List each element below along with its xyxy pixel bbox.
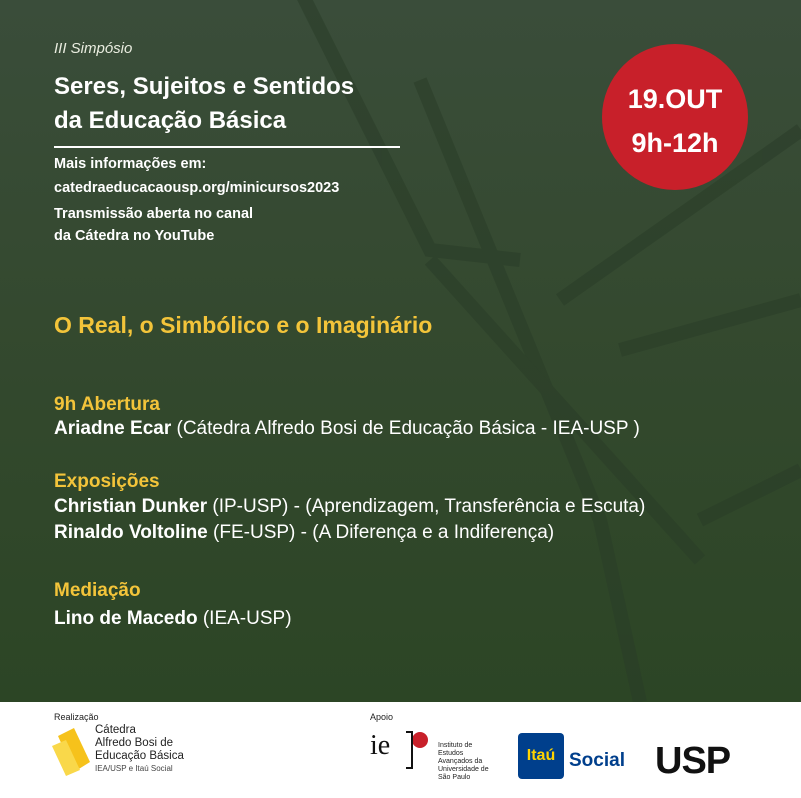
talk-2 [54, 522, 554, 544]
catedra-subtitle: IEA/USP e Itaú Social [95, 764, 173, 773]
badge-date: 19.OUT [627, 84, 723, 114]
info-label: Mais informações em: [54, 156, 207, 172]
mediator [54, 608, 292, 630]
apoio-label: Apoio [370, 712, 394, 722]
usp-logo [655, 740, 730, 783]
iea-mark: ie [370, 730, 391, 761]
iea-line-5: São Paulo [438, 774, 471, 781]
event-title [54, 70, 354, 138]
mediator-name: Lino de Macedo [54, 608, 198, 629]
catedra-line-2: Alfredo Bosi de [95, 737, 173, 749]
iea-line-1: Instituto de [438, 742, 473, 749]
talk-1 [54, 496, 645, 518]
title-line-1: Seres, Sujeitos e Sentidos [54, 73, 355, 100]
catedra-line-3: Educação Básica [95, 750, 184, 762]
title-divider [54, 146, 400, 148]
talk2-detail: (FE-USP) - (A Diferença e a Indiferença) [207, 522, 555, 543]
catedra-name [95, 724, 184, 763]
opening-affiliation: (Cátedra Alfredo Bosi de Educação Básica - IEA-USP ) [171, 418, 640, 439]
iea-bracket-icon [400, 730, 430, 770]
opening-speaker [54, 418, 640, 440]
catedra-logo-icon [52, 728, 92, 776]
iea-line-2: Estudos [438, 750, 464, 757]
talk2-name: Rinaldo Voltoline [54, 522, 208, 543]
talk1-detail: (IP-USP) - (Aprendizagem, Transferência e Escuta) [207, 496, 646, 517]
realizacao-label: Realização [54, 712, 99, 722]
catedra-line-1: Cátedra [95, 724, 136, 736]
opening-name: Ariadne Ecar [54, 418, 172, 439]
iea-logo [370, 730, 390, 762]
event-series: III Simpósio [54, 40, 133, 57]
info-url: catedraeducacaousp.org/minicursos2023 [54, 180, 340, 196]
talk1-name: Christian Dunker [54, 496, 208, 517]
opening-heading: 9h Abertura [54, 394, 160, 415]
transmission-line-1: Transmissão aberta no canal [54, 206, 254, 222]
iea-name [438, 742, 489, 782]
date-badge [602, 44, 748, 190]
session-title: O Real, o Simbólico e o Imaginário [54, 312, 433, 338]
iea-line-3: Avançados da [438, 758, 483, 765]
usp-mark: USP [655, 740, 731, 782]
itau-social-label: Social [569, 750, 625, 771]
mediation-heading: Mediação [54, 580, 141, 601]
mediator-affiliation: (IEA-USP) [197, 608, 292, 629]
title-line-2: da Educação Básica [54, 107, 287, 134]
itau-logo: Itaú [518, 733, 564, 779]
iea-line-4: Universidade de [438, 766, 489, 773]
transmission-line-2: da Cátedra no YouTube [54, 228, 215, 244]
badge-time: 9h-12h [631, 128, 719, 158]
talks-heading: Exposições [54, 471, 160, 492]
